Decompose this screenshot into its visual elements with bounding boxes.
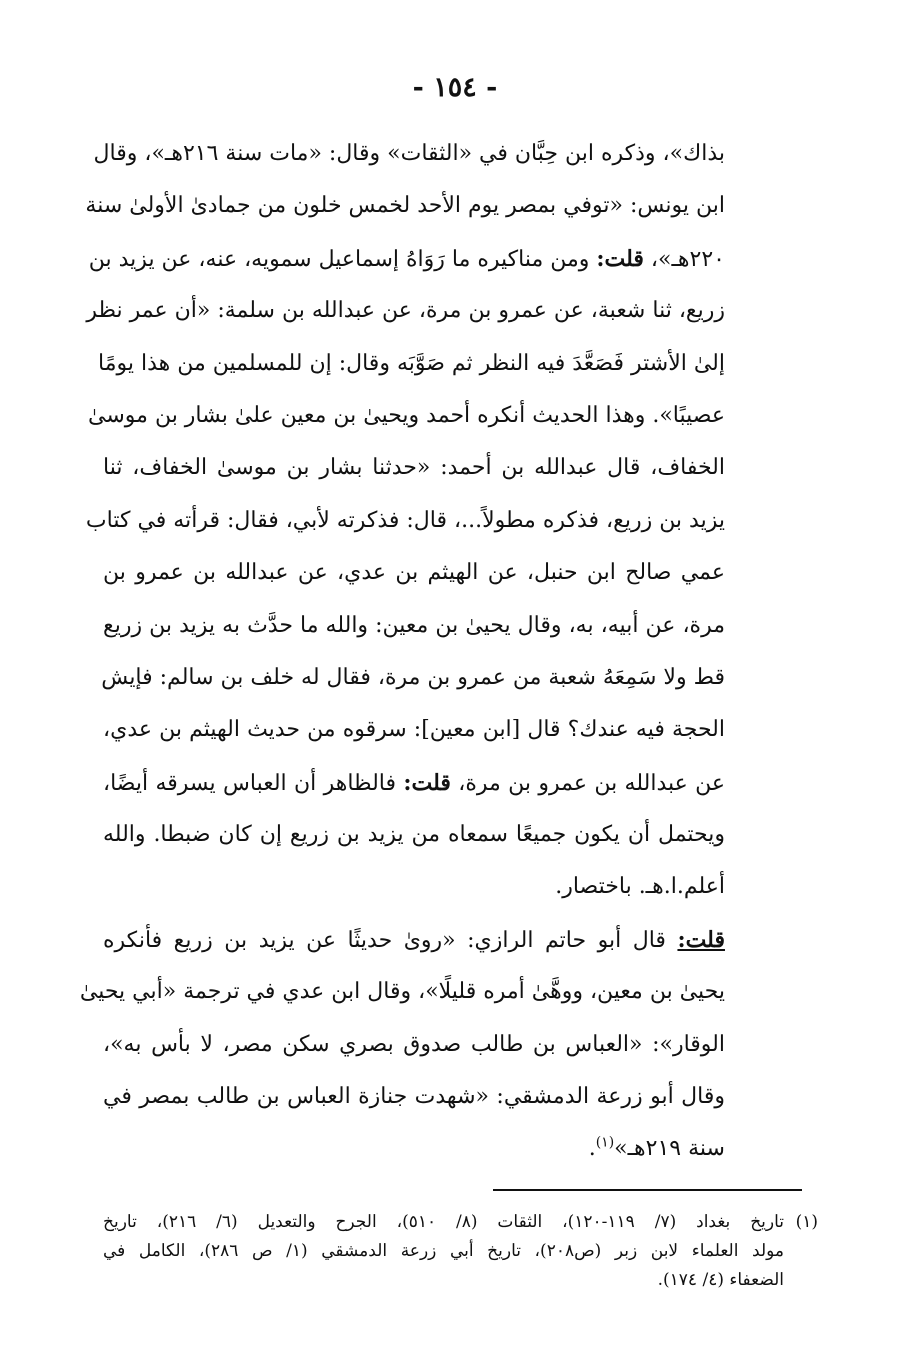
text-fragment: سنة ٢١٩هـ» — [614, 1136, 725, 1162]
text-line: عمي صالح ابن حنبل، عن الهيثم بن عدي، عن عبدالله بن عمرو بن — [103, 560, 725, 586]
footnote-line — [103, 1237, 818, 1266]
footnote-section — [103, 1208, 818, 1295]
text-fragment: . — [588, 1136, 596, 1162]
footnote-text: الضعفاء (٤/ ١٧٤). — [657, 1270, 784, 1290]
text-line: بذاك»، وذكره ابن حِبَّان في «الثقات» وقال: «مات سنة ٢١٦هـ»، وقال — [93, 141, 725, 166]
main-text-body — [79, 128, 725, 1176]
footnote-reference: (١) — [595, 1135, 615, 1152]
text-line: ابن يونس: «توفي بمصر يوم الأحد لخمس خلون من جمادىٰ الأولىٰ سنة — [85, 193, 725, 219]
text-fragment: قال أبو حاتم الرازي: «روىٰ حديثًا عن يزيد بن زريع فأنكره — [103, 927, 666, 953]
text-fragment: عن عبدالله بن عمرو بن مرة، — [450, 770, 725, 796]
page-number: - ١٥٤ - — [412, 72, 498, 103]
text-line — [88, 233, 725, 285]
text-line: ويحتمل أن يكون جميعًا سمعاه من يزيد بن زريع إن كان ضبطا. والله — [103, 822, 725, 848]
text-line: قط ولا سَمِعَهُ شعبة من عمرو بن مرة، فقال له خلف بن سالم: فإيش — [101, 664, 725, 690]
text-line: عصيبًا». وهذا الحديث أنكره أحمد ويحيىٰ بن معين علىٰ بشار بن موسىٰ — [88, 402, 725, 428]
footnote-line — [103, 1208, 818, 1237]
text-line: الحجة فيه عندك؟ قال [ابن معين]: سرقوه من حديث الهيثم بن عدي، — [103, 717, 725, 743]
text-line: الخفاف، قال عبدالله بن أحمد: «حدثنا بشار بن موسىٰ الخفاف، ثنا — [103, 455, 725, 481]
text-line: مرة، عن أبيه، به، وقال يحيىٰ بن معين: والله ما حدَّث به يزيد بن زريع — [103, 612, 725, 638]
text-fragment: ٢٢٠هـ»، — [643, 246, 725, 272]
footnote-number: (١) — [795, 1212, 819, 1232]
text-line — [103, 1123, 725, 1175]
text-line: يزيد بن زريع، فذكره مطولاً...، قال: فذكرته لأبي، فقال: قرأته في كتاب — [85, 507, 725, 533]
text-fragment: فالظاهر أن العباس يسرقه أيضًا، — [103, 770, 397, 796]
text-fragment: ومن مناكيره ما رَوَاهُ إسماعيل سمويه، عنه، عن يزيد بن — [88, 246, 590, 272]
qult-label: قلت: — [596, 245, 644, 272]
text-line — [103, 914, 725, 966]
footnote-divider — [493, 1189, 802, 1191]
text-line: إلىٰ الأشتر فَصَعَّدَ فيه النظر ثم صَوَّبَه وقال: إن للمسلمين من هذا يومًا — [97, 350, 725, 376]
qult-label: قلت: — [403, 769, 451, 796]
text-line: زريع، ثنا شعبة، عن عمرو بن مرة، عن عبدالله بن سلمة: «أن عمر نظر — [86, 298, 725, 324]
qult-label-underlined: قلت: — [677, 926, 725, 953]
footnote-line — [103, 1266, 818, 1295]
text-line: يحيىٰ بن معين، ووهَّىٰ أمره قليلًا»، وقال ابن عدي في ترجمة «أبي يحيىٰ — [79, 979, 725, 1005]
text-line — [103, 757, 725, 809]
text-line: الوقار»: «العباس بن طالب صدوق بصري سكن مصر، لا بأس به»، — [103, 1031, 725, 1057]
text-line: وقال أبو زرعة الدمشقي: «شهدت جنازة العباس بن طالب بمصر في — [103, 1084, 725, 1110]
footnote-text: تاريخ بغداد (٧/ ١١٩-١٢٠)، الثقات (٨/ ٥١٠)، الجرح والتعديل (٦/ ٢١٦)، تاريخ — [103, 1212, 785, 1232]
text-line: أعلم.ا.هـ. باختصار. — [555, 874, 725, 900]
footnote-text: مولد العلماء لابن زبر (ص٢٠٨)، تاريخ أبي زرعة الدمشقي (١/ ص ٢٨٦)، الكامل في — [103, 1241, 785, 1261]
